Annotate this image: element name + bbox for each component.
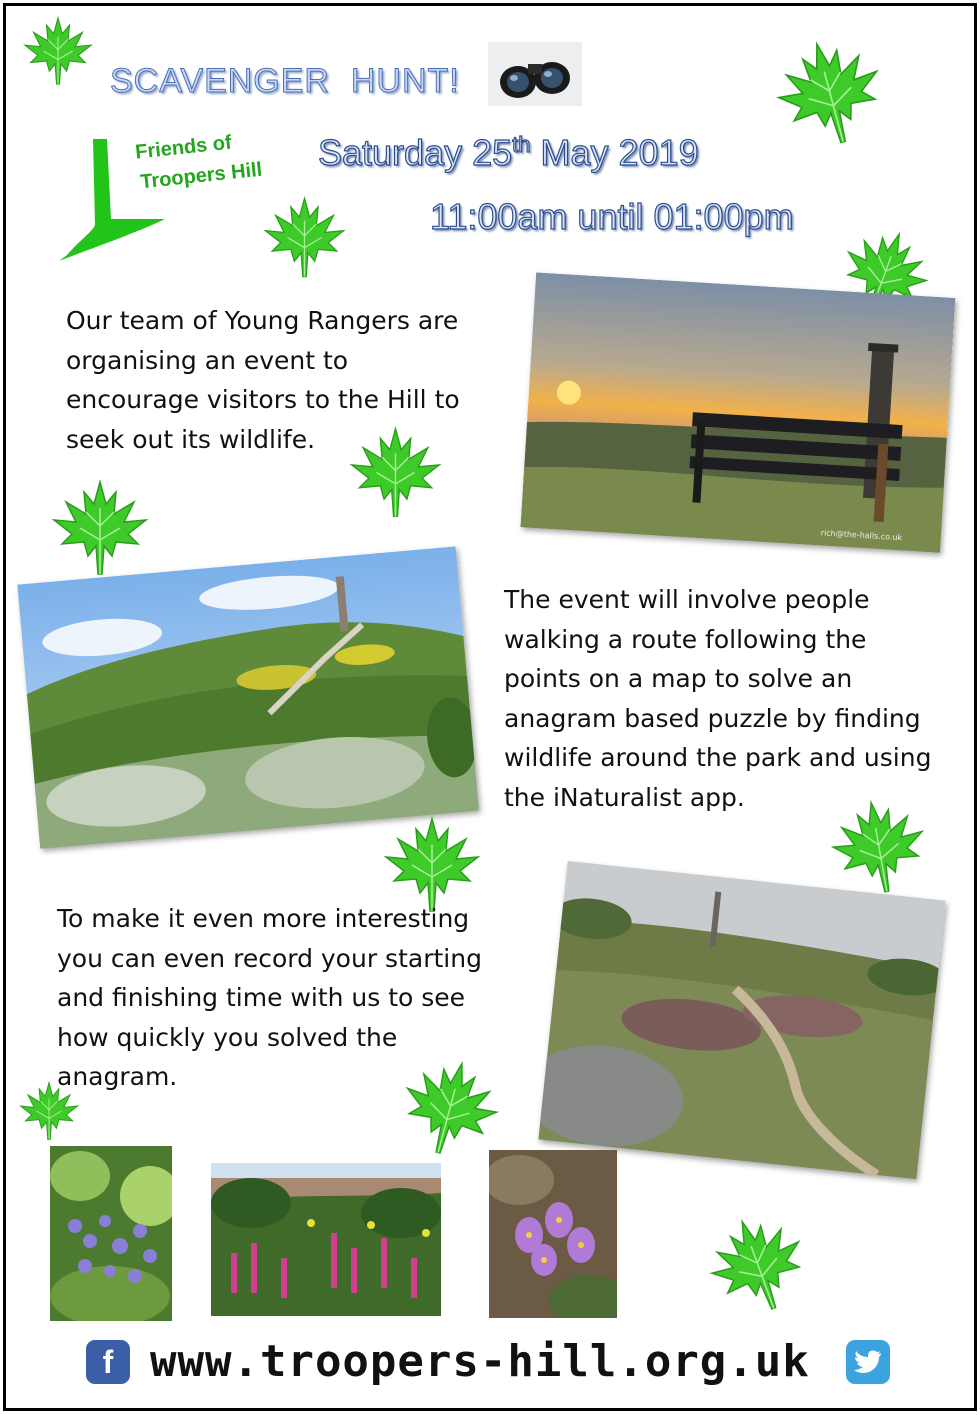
- text-line: encourage visitors to the Hill to: [66, 385, 460, 414]
- event-date: [318, 132, 699, 174]
- event-time: 11:00am until 01:00pm: [430, 196, 794, 237]
- maple-leaf-icon: [50, 478, 150, 578]
- text-line: and finishing time with us to see: [57, 983, 466, 1012]
- text-line: To make it even more interesting: [57, 904, 470, 933]
- willowherb-photo: [211, 1163, 441, 1316]
- event-paragraph: [504, 580, 931, 817]
- text-line: wildlife around the park and using: [504, 743, 932, 772]
- twitter-icon[interactable]: [846, 1340, 890, 1384]
- text-line: Our team of Young Rangers are: [66, 306, 459, 335]
- crocus-photo: [489, 1150, 617, 1318]
- logo-line-1: Friends of: [134, 131, 233, 164]
- text-line: how quickly you solved the: [57, 1022, 398, 1052]
- text-line: walking a route following the: [504, 624, 867, 654]
- facebook-glyph: f: [102, 1343, 114, 1380]
- text-line: you can even record your starting: [57, 943, 482, 973]
- text-line: the iNaturalist app.: [504, 782, 745, 812]
- hillside-photo: [17, 546, 478, 848]
- event-title: SCAVENGER HUNT!: [110, 62, 460, 100]
- sunset-bench-photo: [521, 272, 956, 552]
- website-link[interactable]: www.troopers-hill.org.uk: [150, 1336, 810, 1387]
- binoculars-image: [488, 42, 582, 106]
- text-line: anagram.: [57, 1062, 178, 1091]
- facebook-icon[interactable]: [86, 1340, 130, 1384]
- bluebells-photo: [50, 1146, 172, 1321]
- date-rest: May 2019: [530, 132, 699, 173]
- hill-path-photo: [538, 861, 945, 1179]
- maple-leaf-icon: [22, 15, 94, 87]
- intro-paragraph: [66, 301, 460, 459]
- photo-credit: rich@the-halls.co.uk: [820, 528, 903, 543]
- timing-paragraph: [57, 899, 482, 1097]
- date-suffix: th: [512, 132, 531, 157]
- text-line: The event will involve people: [504, 585, 870, 614]
- text-line: organising an event to: [66, 345, 349, 375]
- text-line: seek out its wildlife.: [66, 424, 316, 454]
- text-line: anagram based puzzle by finding: [504, 703, 921, 733]
- text-line: points on a map to solve an: [504, 664, 853, 693]
- date-main: Saturday 25: [318, 132, 513, 173]
- maple-leaf-icon: [262, 195, 347, 280]
- logo-line-2: Troopers Hill: [139, 158, 264, 194]
